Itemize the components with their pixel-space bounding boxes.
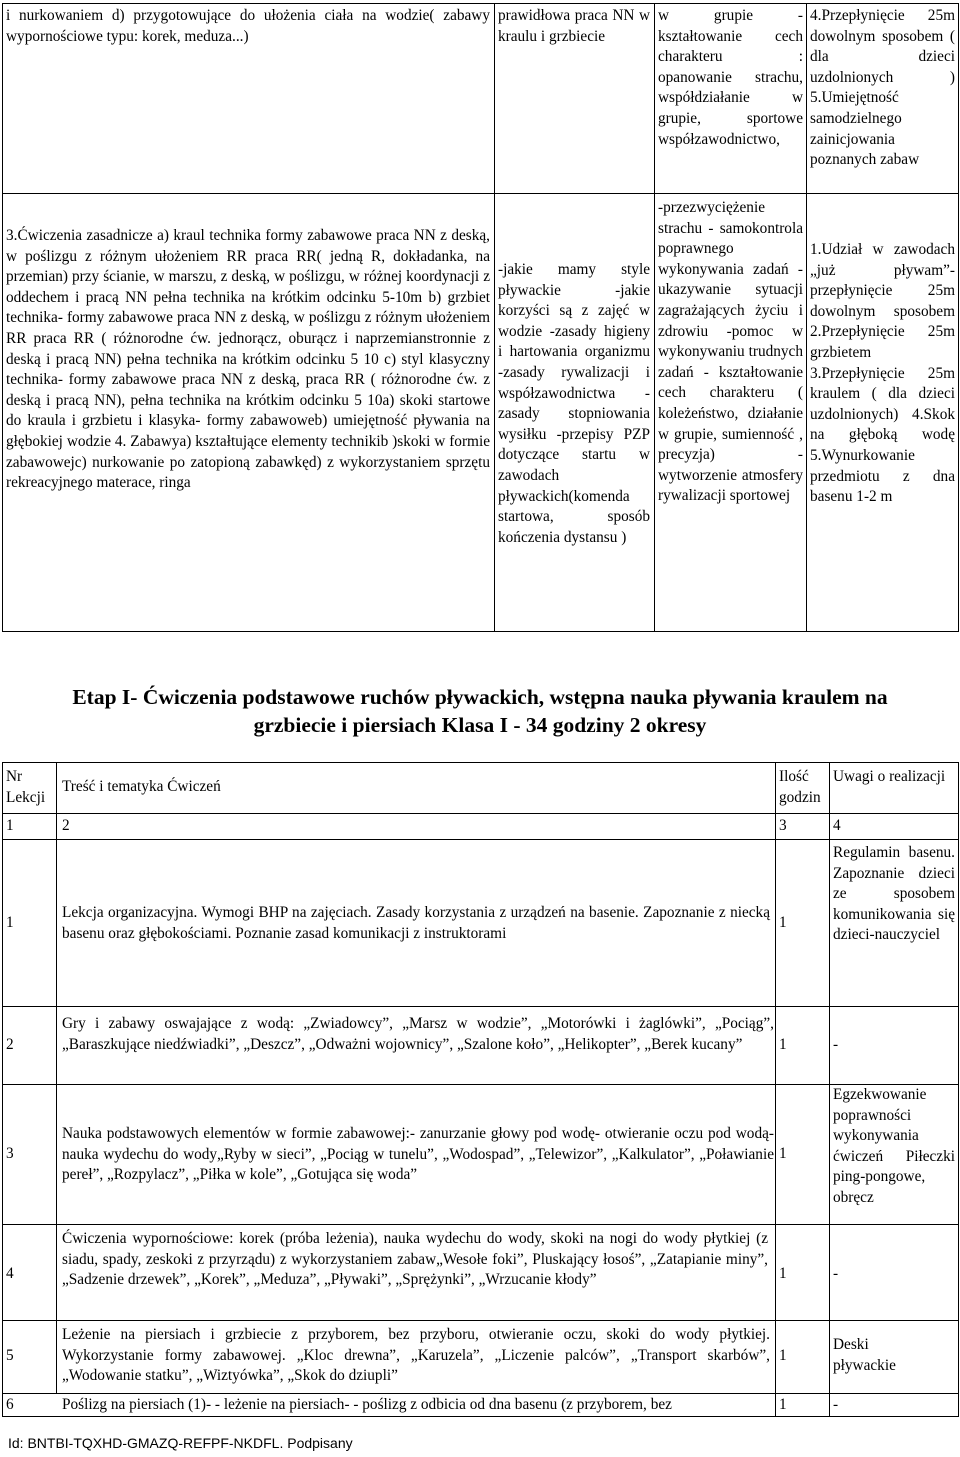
table-row-hours: 1	[779, 1036, 787, 1053]
table-row-nr: 1	[6, 914, 14, 931]
document-id-footer: Id: BNTBI-TQXHD-GMAZQ-REFPF-NKDFL. Podpisany	[8, 1435, 353, 1451]
column-number: 4	[833, 817, 841, 834]
header-tresc: Treść i tematyka Ćwiczeń	[62, 778, 221, 795]
top-row1-col2: prawidłowa praca NN w kraulu i grzbiecie	[498, 7, 650, 45]
table-row-notes: Regulamin basenu. Zapoznanie dzieci ze sposobem komunikowania się dzieci-nauczyciel	[833, 844, 955, 944]
heading-line1: Etap I- Ćwiczenia podstawowe ruchów pływackich, wstępna nauka pływania kraulem na	[72, 685, 888, 709]
table-row-nr: 2	[6, 1036, 14, 1053]
header-uwagi: Uwagi o realizacji	[833, 768, 946, 785]
table-row-hours: 1	[779, 1347, 787, 1364]
table-row-notes: -	[833, 1265, 839, 1282]
table-row-hours: 1	[779, 1145, 787, 1162]
column-number: 3	[779, 817, 787, 834]
table-row-content: Ćwiczenia wypornościowe: korek (próba leżenia), nauka wydechu do wody, skoki na nogi do wody płytkiej (z siadu, spady, zeskoki z przyrządu) z wykorzystaniem zabaw„Wesołe foki”, Pluskający łosoś”, „Zatapianie miny”, „Sadzenie drzewek”, „Korek”, „Meduza”, „Pływaki”, „Sprężynki”, „Wrzucanie kłody”	[62, 1230, 768, 1289]
top-row2-col1: 3.Ćwiczenia zasadnicze a) kraul technika formy zabawowe praca NN z deską, w poślizgu z różnym ułożeniem RR praca RR( jedną R, dokładanka, na przemian) przy ścianie, w marszu, z deską, w poślizgu, w różnej koordynacji z oddechem i pracą NN pełna technika na krótkim odcinku 5-10m b) grzbiet technika- formy zabawowe praca NN z deską, w poślizgu z różnym ułożeniem RR praca RR ( różnorodne ćw. jednorącz, oburącz i naprzemianstronnie z deską i pracą NN) pełna technika na krótkim odcinku 5 10 c) styl klasyczny technika- formy zabawowe praca NN z deską, praca RR ( różnorodne ćw. z deską i pracą NN), pełna technika na krótkim odcinku 5 10a) skoki startowe do kraula i grzbietu i klasyka- formy zabawoweb) umiejętność pływania na głębokiej wodzie 4. Zabawya) kształtujące elementy technikib )skoki w formie zabawowejc) nurkowanie po zatopioną zabawkęd) z wykorzystaniem sprzętu rekreacyjnego materace, ringa	[6, 227, 490, 492]
section-heading	[0, 683, 960, 739]
top-row2-col4: 1.Udział w zawodach „już pływam”- przepłynięcie 25m dowolnym sposobem 2.Przepłynięcie 25m grzbietem 3.Przepłynięcie 25m kraulem ( dla dzieci uzdolnionych) 4.Skok na głęboką wodę 5.Wynurkowanie przedmiotu z dna basenu 1-2 m	[810, 241, 955, 506]
table-row-content: Gry i zabawy oswajające z wodą: „Zwiadowcy”, „Marsz w wodzie”, „Motorówki i żaglówki”, „Pociąg”, „Baraszkujące niedźwiadki”, „Deszcz”, „Odważni wojownicy”, „Szalone koło”, „Helikopter”, „Berek kucany”	[62, 1015, 774, 1053]
top-row1-col4: 4.Przepłynięcie 25m dowolnym sposobem ( dla dzieci uzdolnionych ) 5.Umiejętność samodzielnego zainicjowania poznanych zabaw	[810, 7, 955, 169]
header-nr-lekcji: Nr Lekcji	[6, 768, 46, 806]
table-row-content: Nauka podstawowych elementów w formie zabawowej:- zanurzanie głowy pod wodę- otwieranie oczu pod wodą- nauka wydechu do wody„Ryby w sieci”, „Pociąg w tunelu”, „Wodospad”, „Telewizor”, „Kalkulator”, „Poławianie pereł”, „Rozpylacz”, „Piłka w kole”, „Gotująca się woda”	[62, 1125, 774, 1184]
top-row1-col3: w grupie - kształtowanie cech charakteru : opanowanie strachu, współdziałanie w grupie, sportowe współzawodnictwo,	[658, 7, 803, 148]
top-row1-col1: i nurkowaniem d) przygotowujące do ułożenia ciała na wodzie( zabawy wypornościowe typu: korek, meduza...)	[6, 7, 490, 45]
top-row2-col3: -przezwyciężenie strachu - samokontrola poprawnego wykonywania zadań -ukazywanie sytuacji zagrażających życiu i zdrowiu -pomoc w wykonywaniu trudnych zadań - kształtowanie cech charakteru ( koleżeństwo, działanie w grupie, sumienność , precyzja) - wytworzenie atmosfery rywalizacji sportowej	[658, 199, 803, 505]
table-row-nr: 3	[6, 1145, 14, 1162]
header-ilosc-godzin: Ilość godzin	[779, 768, 821, 806]
table-row-nr: 6	[6, 1396, 14, 1413]
table-row-hours: 1	[779, 1396, 787, 1413]
table-row-hours: 1	[779, 914, 787, 931]
table-row-notes: -	[833, 1396, 839, 1413]
table-row-nr: 4	[6, 1265, 14, 1282]
table-row-nr: 5	[6, 1347, 14, 1364]
heading-line2: grzbiecie i piersiach Klasa I - 34 godziny 2 okresy	[253, 713, 707, 737]
table-row-hours: 1	[779, 1265, 787, 1282]
table-row-content: Lekcja organizacyjna. Wymogi BHP na zajęciach. Zasady korzystania z urządzeń na basenie. Zapoznanie z niecką basenu oraz głębokościami. Poznanie zasad komunikacji z instruktorami	[62, 904, 770, 942]
column-number: 2	[62, 817, 70, 834]
top-row2-col2: -jakie mamy style pływackie -jakie korzyści są z zajęć w wodzie -zasady higieny i hartowania organizmu -zasady rywalizacji i współzawodnictwa -zasady stopniowania wysiłku -przepisy PZP dotyczące startu w zawodach pływackich(komenda startowa, sposób kończenia dystansu )	[498, 261, 650, 546]
table-row-notes: Egzekwowanie poprawności wykonywania ćwiczeń Piłeczki ping-pongowe, obręcz	[833, 1086, 955, 1206]
table-row-notes: -	[833, 1036, 839, 1053]
table-row-content: Leżenie na piersiach i grzbiecie z przyborem, bez przyboru, otwieranie oczu, skoki do wody płytkiej. Wykorzystanie formy zabawowej. „Kloc drewna”, „Karuzela”, „Liczenie palców”, „Transport skarbów”, „Wodowanie statku”, „Wiztyówka”, „Skok do dziupli”	[62, 1326, 770, 1385]
table-row-content: Poślizg na piersiach (1)- - leżenie na piersiach- - poślizg z odbicia od dna basenu (z przyborem, bez	[62, 1396, 672, 1413]
table-row-notes: Deski pływackie	[833, 1336, 896, 1374]
column-number: 1	[6, 817, 14, 834]
